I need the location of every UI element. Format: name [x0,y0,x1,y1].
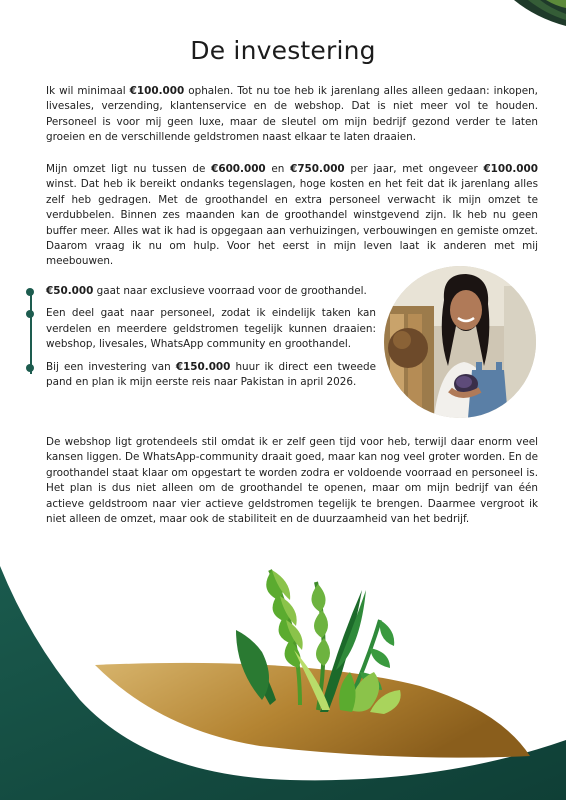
amount-highlight: €100.000 [483,163,538,175]
closing-paragraph: De webshop ligt grotendeels stil omdat ik er zelf geen tijd voor heb, terwijl daar enorm veel kansen liggen. De WhatsApp-community draait goed, maar kan nog veel groter worden. En de groothandel staat klaar om opgestart te worden zodra er voldoende voorraad en personeel is. Het plan is dus niet alleen om de groothandel te openen, maar om mijn bedrijf van één actieve geldstroom naar vier actieve geldstromen tegelijk te brengen. Daarmee vergroot ik niet alleen de omzet, maar ook de stabiliteit en de duurzaamheid van het bedrijf. [46,436,538,526]
bullet-dot-icon [26,310,34,318]
portrait-photo [384,266,536,418]
bullet-dot-icon [26,288,34,296]
page-title: De investering [190,36,376,65]
bullet-dot-icon [26,364,34,372]
investment-bullet-list [26,284,376,397]
revenue-paragraph: Mijn omzet ligt nu tussen de €600.000 en €750.000 per jaar, met ongeveer €100.000 winst. Dat heb ik bereikt ondanks tegenslagen, hoge kosten en het feit dat ik jarenlang alles zelf heb gedragen. Met de groothandel en extra personeel verwacht ik mijn omzet te verdubbelen. Binnen zes maanden kan de groothandel winstgevend zijn. Ik heb nu geen buffer meer. Alles wat ik had is opgegaan aan verhuizingen, verbouwingen en gemiste omzet. Daarom vraag ik nu om hulp. Voor het eerst in mijn leven laat ik anderen met mij meebouwen. [46,163,538,268]
corner-decoration [506,0,566,26]
amount-highlight: €750.000 [290,163,345,175]
list-item: Een deel gaat naar personeel, zodat ik eindelijk taken kan verdelen en meerdere geldstromen tegelijk kunnen draaien: webshop, livesales, WhatsApp community en groothandel. [26,306,376,352]
list-item: Bij een investering van €150.000 huur ik direct een tweede pand en plan ik mijn eerste reis naar Pakistan in april 2026. [26,360,376,391]
list-item: €50.000 gaat naar exclusieve voorraad voor de groothandel. [26,284,376,299]
footer-decoration [0,560,566,800]
amount-highlight: €600.000 [211,163,266,175]
intro-paragraph: Ik wil minimaal €100.000 ophalen. Tot nu toe heb ik jarenlang alles alleen gedaan: inkopen, livesales, verzending, klantenservice en de webshop. Dat is niet meer vol te houden. Personeel is voor mij geen luxe, maar de sleutel om mijn bedrijf gezond verder te laten groeien en de verschillende geldstromen naast elkaar te laten draaien. [46,85,538,144]
amount-highlight: €100.000 [129,85,185,97]
